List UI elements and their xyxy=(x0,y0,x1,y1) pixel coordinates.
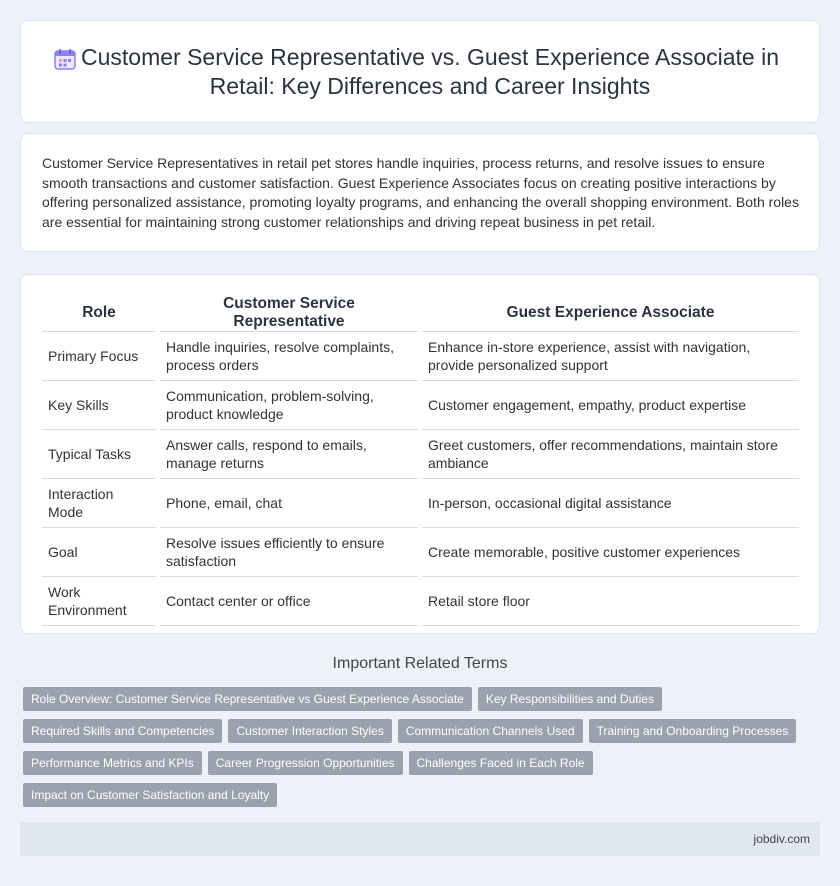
gea-cell: Enhance in-store experience, assist with navigation, provide personalized support xyxy=(420,332,799,381)
gea-cell: Retail store floor xyxy=(420,577,799,626)
role-cell: Typical Tasks xyxy=(42,430,158,479)
role-cell: Goal xyxy=(42,528,158,577)
comparison-table xyxy=(42,295,799,626)
csr-cell: Handle inquiries, resolve complaints, process orders xyxy=(158,332,420,381)
role-cell: Primary Focus xyxy=(42,332,158,381)
header-csr: Customer Service Representative xyxy=(158,295,420,332)
table-row xyxy=(42,332,799,381)
header-role: Role xyxy=(42,295,158,332)
role-cell: Key Skills xyxy=(42,381,158,430)
related-term-tag[interactable]: Training and Onboarding Processes xyxy=(589,719,797,743)
related-term-tag[interactable]: Communication Channels Used xyxy=(398,719,583,743)
related-term-tag[interactable]: Customer Interaction Styles xyxy=(228,719,391,743)
page-title: Customer Service Representative vs. Guest Experience Associate in Retail: Key Differences and Career Insights xyxy=(81,43,779,99)
comparison-card xyxy=(20,274,820,634)
table-row xyxy=(42,528,799,577)
table-header-row xyxy=(42,295,799,332)
footer xyxy=(20,822,820,856)
table-row xyxy=(42,479,799,528)
related-term-tag[interactable]: Career Progression Opportunities xyxy=(208,751,403,775)
csr-cell: Communication, problem-solving, product knowledge xyxy=(158,381,420,430)
header-gea: Guest Experience Associate xyxy=(420,295,799,332)
gea-cell: Greet customers, offer recommendations, maintain store ambiance xyxy=(420,430,799,479)
table-row xyxy=(42,381,799,430)
csr-cell: Answer calls, respond to emails, manage returns xyxy=(158,430,420,479)
gea-cell: Customer engagement, empathy, product expertise xyxy=(420,381,799,430)
related-terms-heading: Important Related Terms xyxy=(332,655,508,672)
related-term-tag[interactable]: Required Skills and Competencies xyxy=(23,719,222,743)
related-term-tag[interactable]: Impact on Customer Satisfaction and Loyalty xyxy=(23,783,277,807)
related-term-tag[interactable]: Challenges Faced in Each Role xyxy=(409,751,593,775)
related-term-tag[interactable]: Performance Metrics and KPIs xyxy=(23,751,202,775)
csr-cell: Contact center or office xyxy=(158,577,420,626)
role-cell: Work Environment xyxy=(42,577,158,626)
gea-cell: In-person, occasional digital assistance xyxy=(420,479,799,528)
intro-paragraph: Customer Service Representatives in retail pet stores handle inquiries, process returns, and resolve issues to ensure smooth transactions and customer satisfaction. Guest Experience Associates focus on creating positive interactions by offering personalized assistance, promoting loyalty programs, and enhancing the overall shopping environment. Both roles are essential for maintaining strong customer relationships and driving repeat business in pet retail. xyxy=(42,155,799,230)
role-cell: Interaction Mode xyxy=(42,479,158,528)
table-row xyxy=(42,430,799,479)
csr-cell: Resolve issues efficiently to ensure satisfaction xyxy=(158,528,420,577)
table-row xyxy=(42,577,799,626)
related-term-tag[interactable]: Key Responsibilities and Duties xyxy=(478,687,662,711)
title-card xyxy=(20,20,820,123)
footer-site-link[interactable]: jobdiv.com xyxy=(753,832,810,846)
related-term-tag[interactable]: Role Overview: Customer Service Representative vs Guest Experience Associate xyxy=(23,687,472,711)
gea-cell: Create memorable, positive customer experiences xyxy=(420,528,799,577)
related-terms-list xyxy=(23,687,813,807)
intro-card xyxy=(20,133,820,252)
csr-cell: Phone, email, chat xyxy=(158,479,420,528)
